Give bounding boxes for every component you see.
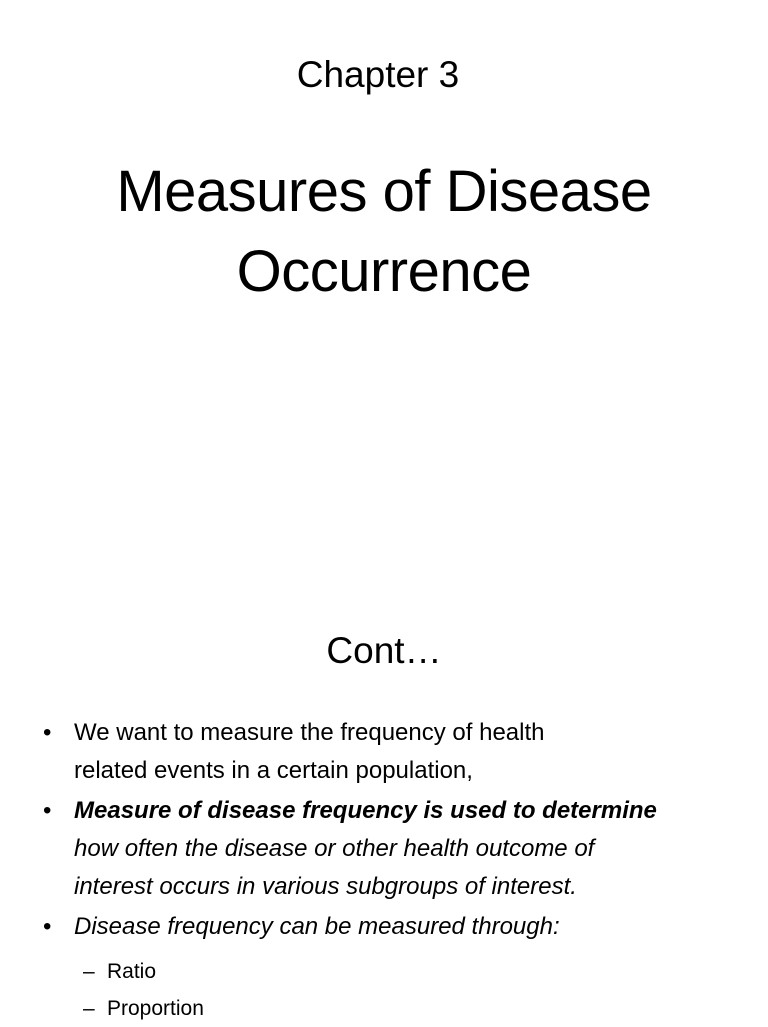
slide-title-line-1: Measures of Disease — [116, 159, 652, 224]
sub-bullet-label: Proportion — [107, 997, 204, 1020]
bullet-list — [0, 714, 768, 948]
slide-title-line-2: Occurrence — [236, 239, 532, 304]
bullet-text-line: Disease frequency can be measured through: — [74, 913, 560, 940]
sub-bullet-item-proportion — [0, 990, 768, 1027]
slide-title — [0, 152, 768, 312]
bullet-emphasis-text: Measure of disease frequency is used to determine — [74, 797, 657, 824]
bullet-text-line: We want to measure the frequency of health — [74, 719, 545, 746]
sub-bullet-label: Ratio — [107, 960, 157, 983]
bullet-text-line: related events in a certain population, — [74, 757, 473, 784]
bullet-item — [0, 908, 768, 946]
chapter-label: Chapter 3 — [296, 54, 460, 95]
bullet-marker: • — [43, 719, 52, 746]
bullet-text-line: interest occurs in various subgroups of interest. — [74, 873, 577, 900]
bullet-item — [0, 714, 768, 790]
bullet-text-line: how often the disease or other health outcome of — [74, 835, 595, 862]
bullet-marker: • — [43, 797, 52, 824]
bullet-item — [0, 792, 768, 906]
content-slide-title: Cont… — [326, 630, 442, 671]
bullet-marker: • — [43, 913, 52, 940]
sub-bullet-list — [0, 953, 768, 1027]
sub-bullet-marker: – — [83, 960, 95, 983]
sub-bullet-item-ratio — [0, 953, 768, 990]
sub-bullet-marker: – — [83, 997, 95, 1020]
